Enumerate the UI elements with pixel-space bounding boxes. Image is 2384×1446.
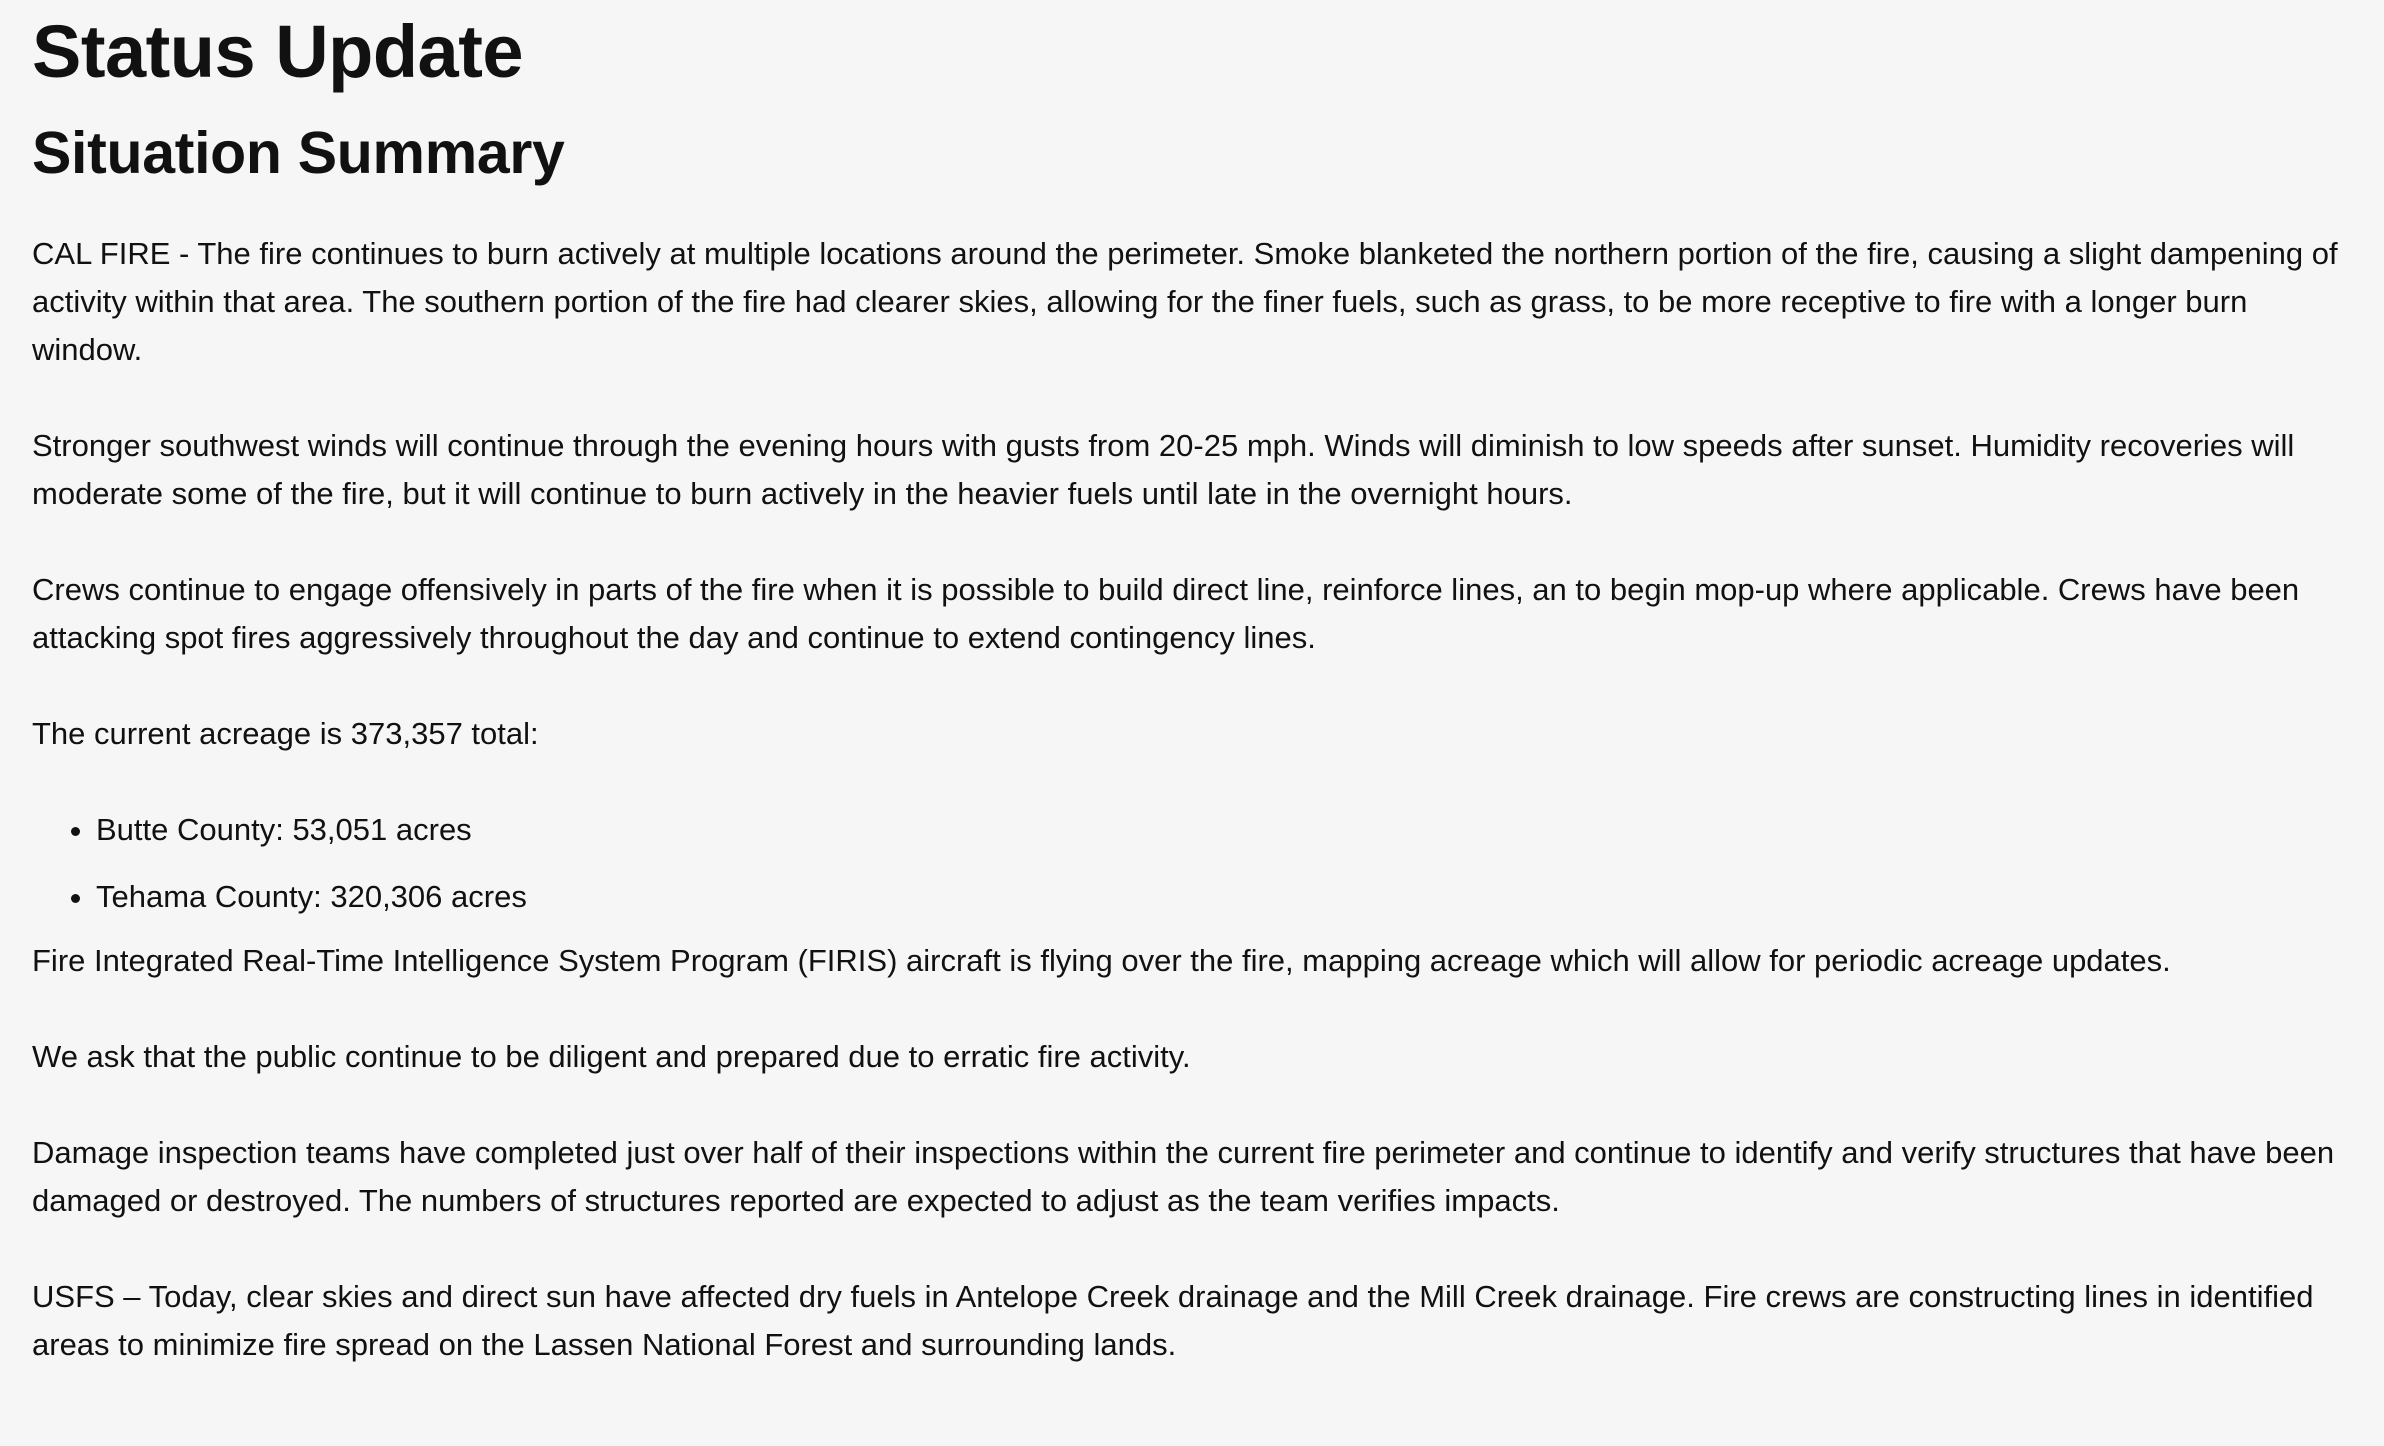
paragraph-firis: Fire Integrated Real-Time Intelligence System Program (FIRIS) aircraft is flying over the fire, mapping acreage which will allow for periodic acreage updates. [32, 943, 2171, 978]
list-item: • Tehama County: 320,306 acres [96, 873, 2352, 921]
paragraph-usfs: USFS – Today, clear skies and direct sun have affected dry fuels in Antelope Creek drainage and the Mill Creek drainage. Fire crews are constructing lines in identified areas to minimize fire spread on the Lassen National Forest and surrounding lands. [32, 1279, 2314, 1362]
page-title: Status Update [32, 10, 524, 93]
acreage-intro: The current acreage is 373,357 total: [32, 716, 539, 751]
list-item: • Butte County: 53,051 acres [96, 806, 2352, 854]
acreage-list [32, 806, 2352, 921]
paragraph-crews: Crews continue to engage offensively in parts of the fire when it is possible to build direct line, reinforce lines, an to begin mop-up where applicable. Crews have been attacking spot fires aggressively throughout the day and continue to extend contingency lines. [32, 572, 2300, 655]
section-heading: Situation Summary [32, 120, 565, 186]
paragraph-public: We ask that the public continue to be diligent and prepared due to erratic fire activity. [32, 1039, 1191, 1074]
paragraph-damage: Damage inspection teams have completed just over half of their inspections within the current fire perimeter and continue to identify and verify structures that have been damaged or destroyed. The numbers of structures reported are expected to adjust as the team verifies impacts. [32, 1135, 2335, 1218]
paragraph-cal-fire: CAL FIRE - The fire continues to burn actively at multiple locations around the perimeter. Smoke blanketed the northern portion of the fire, causing a slight dampening of activity within that area. The southern portion of the fire had clearer skies, allowing for the finer fuels, such as grass, to be more receptive to fire with a longer burn window. [32, 236, 2338, 367]
paragraph-winds: Stronger southwest winds will continue through the evening hours with gusts from 20-25 mph. Winds will diminish to low speeds after sunset. Humidity recoveries will moderate some of the fire, but it will continue to burn actively in the heavier fuels until late in the overnight hours. [32, 428, 2295, 511]
